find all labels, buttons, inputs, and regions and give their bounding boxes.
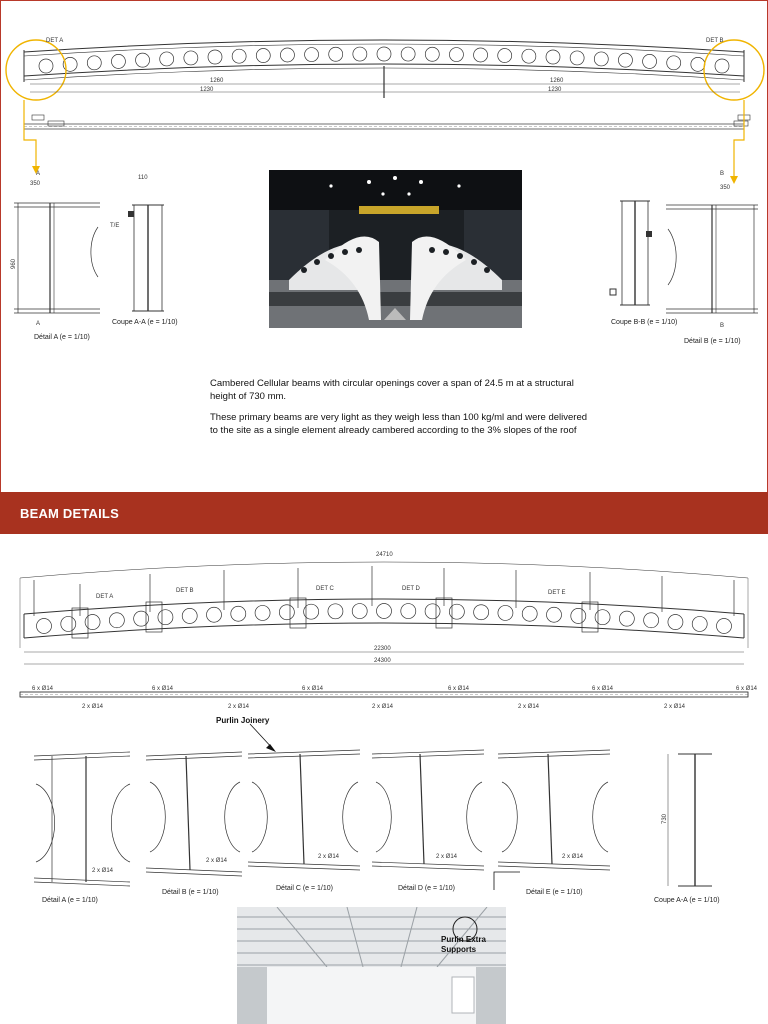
beam-opening	[61, 616, 76, 631]
beam-opening	[692, 616, 707, 631]
beam-opening	[136, 53, 150, 67]
rebar-label-detail-c: 2 x Ø14	[318, 854, 340, 860]
beam-opening	[594, 52, 608, 66]
highlight-circle-right	[704, 40, 764, 100]
beam-opening	[305, 48, 319, 62]
beam-opening	[547, 607, 562, 622]
beam-opening	[182, 608, 197, 623]
coupe-aa-caption-top: Coupe A-A (e = 1/10)	[112, 319, 178, 326]
beam-opening	[401, 604, 416, 619]
beam-opening	[184, 51, 198, 65]
rebar-label-detail-e: 2 x Ø14	[562, 854, 584, 860]
detail-a-caption-top: Détail A (e = 1/10)	[34, 334, 90, 341]
svg-text:B: B	[720, 323, 725, 329]
beam-opening	[474, 48, 488, 62]
det-b-label-bottom: DET B	[176, 588, 194, 594]
detail-c-caption-bottom: Détail C (e = 1/10)	[276, 885, 333, 892]
svg-text:A: A	[36, 321, 41, 327]
beam-opening	[570, 51, 584, 65]
beam-opening	[643, 54, 657, 68]
coupe-bb-caption-top: Coupe B-B (e = 1/10)	[611, 319, 678, 326]
svg-text:T/E: T/E	[110, 223, 120, 229]
rebar-label: 2 x Ø14	[82, 704, 104, 710]
beam-opening	[691, 57, 705, 71]
dim-half-right-top: 1230	[548, 87, 562, 93]
beam-opening	[449, 604, 464, 619]
beam-opening	[717, 619, 732, 634]
beam-opening	[522, 606, 537, 621]
det-c-label-bottom: DET C	[316, 586, 334, 592]
beam-opening	[618, 53, 632, 67]
beam-opening	[207, 607, 222, 622]
highlight-circle-left	[6, 40, 66, 100]
beam-opening	[85, 615, 100, 630]
beam-opening	[87, 56, 101, 70]
beam-installation-photo	[269, 170, 522, 328]
beam-opening	[39, 59, 53, 73]
beam-opening	[644, 613, 659, 628]
beam-opening	[425, 604, 440, 619]
beam-opening	[256, 49, 270, 63]
rebar-label: 6 x Ø14	[302, 686, 324, 692]
beam-opening	[109, 613, 124, 628]
dim-right-top: 1260	[550, 78, 564, 84]
beam-opening	[498, 49, 512, 63]
beam-opening	[279, 605, 294, 620]
beam-opening	[160, 52, 174, 66]
beam-opening	[377, 47, 391, 61]
detail-b-caption-bottom: Détail B (e = 1/10)	[162, 889, 219, 896]
det-a-label-top: DET A	[46, 38, 64, 44]
top-right-detail-drawings	[608, 165, 768, 345]
beam-opening	[498, 605, 513, 620]
top-beam-elevation-drawing	[0, 0, 768, 160]
det-b-label-top: DET B	[706, 38, 724, 44]
description-paragraph-2: These primary beams are very light as they weigh less than 100 kg/ml and were delivered to the site as a single element already cambered according to the 3% slopes of the roof	[210, 412, 588, 436]
rebar-label: 2 x Ø14	[518, 704, 540, 710]
inner-dim-bottom: 22300	[374, 646, 391, 652]
dim-total-top: 1260	[210, 78, 224, 84]
det-a-label-bottom: DET A	[96, 594, 114, 600]
beam-opening	[571, 608, 586, 623]
dim-half-left-top: 1230	[200, 87, 214, 93]
beam-opening	[352, 604, 367, 619]
rebar-label-detail-b: 2 x Ø14	[206, 858, 228, 864]
beam-opening	[715, 59, 729, 73]
callout-purlin-extra-supports: Purlin Extra Supports	[441, 935, 486, 954]
rebar-label: 6 x Ø14	[152, 686, 174, 692]
top-left-detail-drawings	[0, 165, 200, 345]
beam-opening	[377, 604, 392, 619]
beam-opening	[255, 605, 270, 620]
beam-opening	[111, 54, 125, 68]
svg-text:960: 960	[11, 258, 17, 269]
rebar-label: 6 x Ø14	[736, 686, 758, 692]
svg-text:A: A	[36, 171, 41, 177]
beam-opening	[134, 611, 149, 626]
beam-opening	[328, 604, 343, 619]
rebar-labels-row	[0, 684, 768, 714]
rebar-label: 6 x Ø14	[32, 686, 54, 692]
beam-opening	[208, 50, 222, 64]
beam-opening	[668, 615, 683, 630]
beam-opening	[474, 605, 489, 620]
section-height-dim: 730	[662, 813, 668, 824]
svg-text:110: 110	[138, 175, 148, 181]
description-paragraph-1: Cambered Cellular beams with circular openings cover a span of 24.5 m at a structural height of 730 mm.	[210, 378, 574, 402]
beam-opening	[37, 619, 52, 634]
beam-openings-bottom	[37, 604, 732, 634]
beam-opening	[449, 48, 463, 62]
beam-opening	[353, 47, 367, 61]
det-e-label-bottom: DET E	[548, 590, 566, 596]
detail-b-caption-top: Détail B (e = 1/10)	[684, 338, 741, 345]
svg-text:B: B	[720, 171, 725, 177]
beam-opening	[329, 47, 343, 61]
beam-opening	[231, 606, 246, 621]
beam-opening	[401, 47, 415, 61]
rebar-label: 2 x Ø14	[228, 704, 250, 710]
rebar-label: 6 x Ø14	[448, 686, 470, 692]
svg-text:350: 350	[30, 181, 41, 187]
detail-a-caption-bottom: Détail A (e = 1/10)	[42, 897, 98, 904]
beam-opening	[425, 47, 439, 61]
callout-purlin-joinery: Purlin Joinery	[216, 716, 270, 725]
detail-d-caption-bottom: Détail D (e = 1/10)	[398, 885, 455, 892]
beam-opening	[158, 610, 173, 625]
detail-e-caption-bottom: Détail E (e = 1/10)	[526, 889, 583, 896]
bottom-detail-drawings	[0, 712, 768, 902]
svg-text:350: 350	[720, 185, 731, 191]
roof-interior-photo	[237, 907, 506, 1024]
beam-opening	[619, 611, 634, 626]
det-d-label-bottom: DET D	[402, 586, 420, 592]
project-description	[210, 378, 590, 446]
overall-dim-bottom: 24710	[376, 552, 393, 558]
span-dim-bottom: 24300	[374, 658, 391, 664]
beam-opening	[232, 49, 246, 63]
section-title: BEAM DETAILS	[20, 506, 119, 521]
rebar-label: 2 x Ø14	[372, 704, 394, 710]
rebar-label: 2 x Ø14	[664, 704, 686, 710]
coupe-aa-caption-bottom: Coupe A-A (e = 1/10)	[654, 897, 720, 904]
rebar-label-detail-a: 2 x Ø14	[92, 868, 114, 874]
beam-opening	[546, 50, 560, 64]
rebar-label: 6 x Ø14	[592, 686, 614, 692]
beam-opening	[595, 610, 610, 625]
beam-opening	[280, 48, 294, 62]
beam-opening	[522, 49, 536, 63]
beam-opening	[667, 56, 681, 70]
rebar-label-detail-d: 2 x Ø14	[436, 854, 458, 860]
